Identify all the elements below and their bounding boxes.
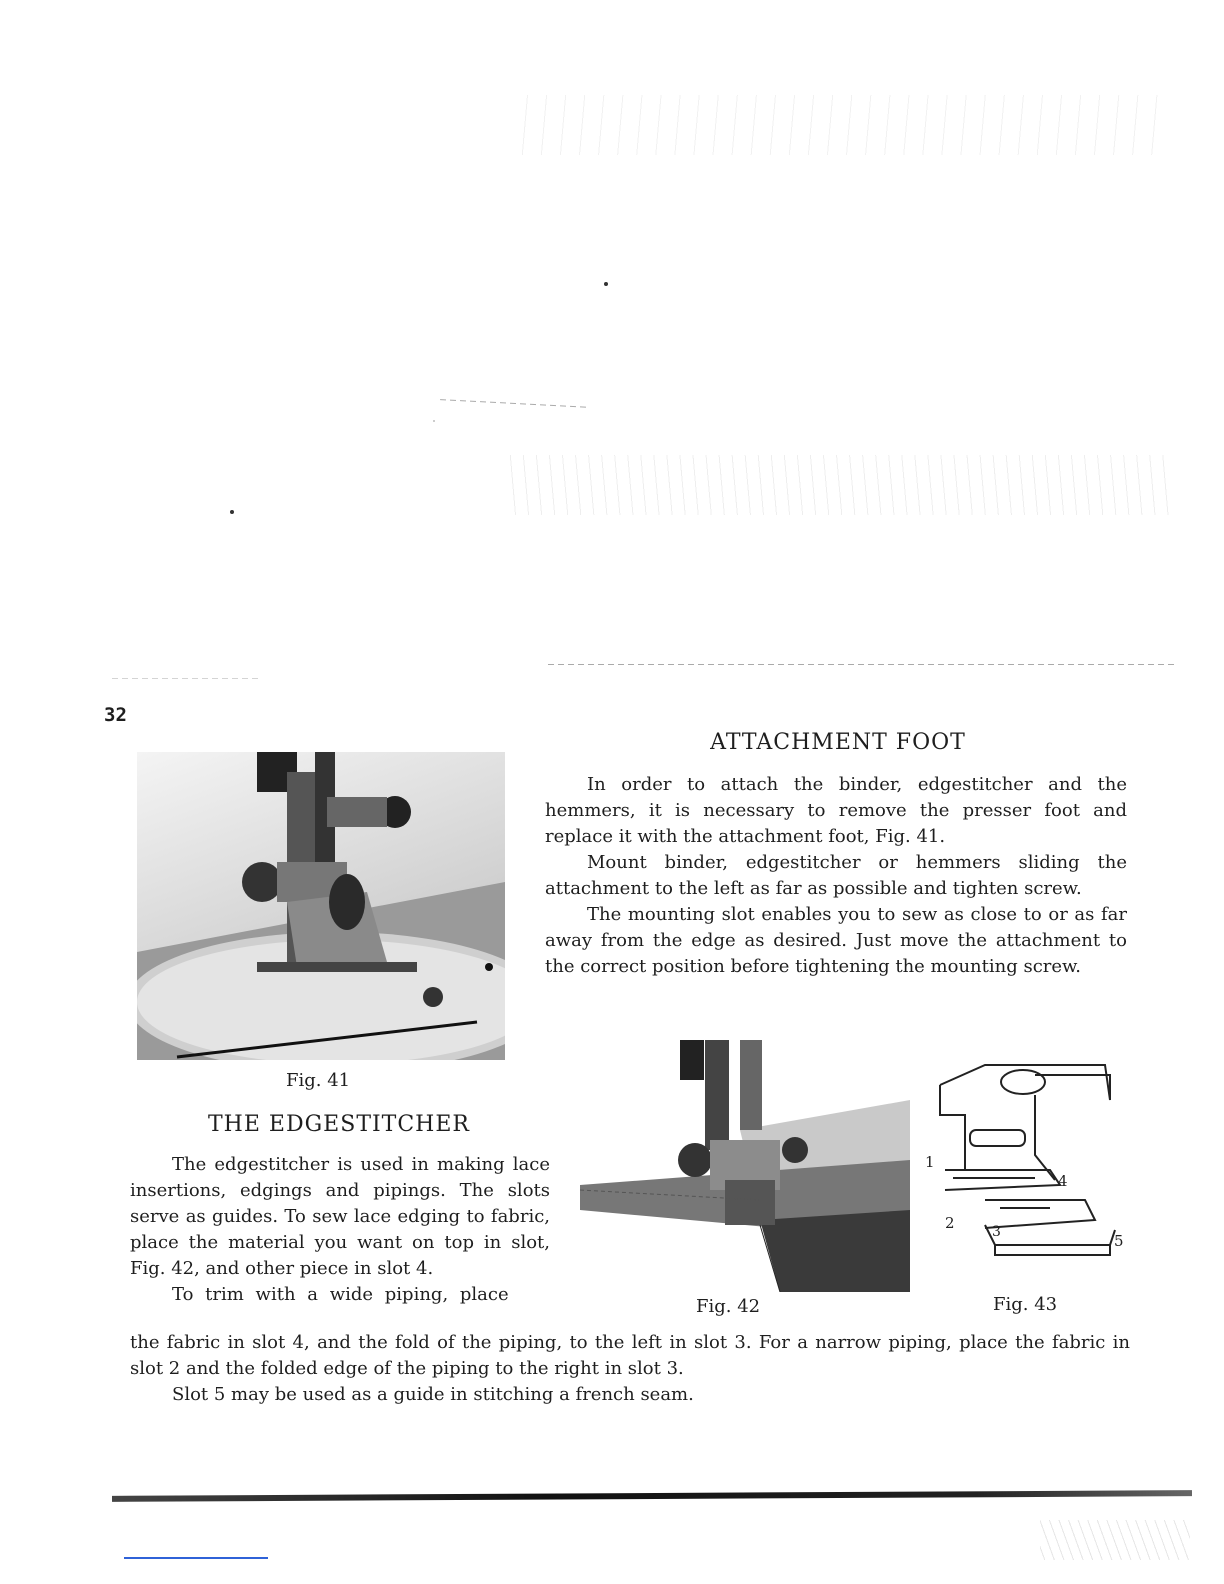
slot-4-label: 4 xyxy=(1058,1172,1068,1190)
scan-speck xyxy=(433,420,435,422)
edgestitcher-continuation xyxy=(130,1330,1130,1408)
attachment-foot-paragraph: Mount binder, edgestitcher or hemmers sliding the attachment to the left as far as possible and tighten screw. xyxy=(545,852,1127,899)
faint-rule xyxy=(440,399,590,408)
bleed-through-texture xyxy=(520,95,1160,155)
fig43-diagram xyxy=(925,1060,1130,1285)
scan-speck xyxy=(604,282,608,286)
attachment-foot-text xyxy=(545,772,1127,980)
edgestitcher-title: THE EDGESTITCHER xyxy=(208,1112,470,1137)
edgestitcher-paragraph: Slot 5 may be used as a guide in stitching a french seam. xyxy=(172,1384,694,1405)
fig42-photo xyxy=(580,1040,910,1292)
edgestitcher-paragraph: the fabric in slot 4, and the fold of the piping, to the left in slot 3. For a narrow piping, place the fabric in slot 2 and the folded edge of the piping to the right in slot 3. xyxy=(130,1332,1130,1379)
fig42-illustration xyxy=(580,1040,910,1292)
page-number: 32 xyxy=(104,704,127,726)
fig42-caption: Fig. 42 xyxy=(696,1296,761,1317)
edgestitcher-paragraph: To trim with a wide piping, place xyxy=(172,1284,509,1305)
edgestitcher-paragraph: The edgestitcher is used in making lace insertions, edgings and pipings. The slots serve as guides. To sew lace edging to fabric, place the material you want on top in slot, Fig. 42, and other piece in slot 4. xyxy=(130,1154,550,1279)
bottom-rule xyxy=(112,1490,1192,1502)
edgestitcher-intro xyxy=(130,1152,550,1308)
fig41-photo xyxy=(137,752,505,1060)
slot-3-label: 3 xyxy=(992,1224,1001,1240)
bleed-through-texture xyxy=(510,455,1170,515)
blue-underline xyxy=(124,1557,268,1559)
attachment-foot-title: ATTACHMENT FOOT xyxy=(710,730,966,755)
slot-1-label: 1 xyxy=(925,1153,935,1171)
fig41-caption: Fig. 41 xyxy=(286,1070,351,1091)
scan-smudge xyxy=(1040,1520,1190,1560)
fig41-illustration xyxy=(137,752,505,1060)
attachment-foot-paragraph: In order to attach the binder, edgestitcher and the hemmers, it is necessary to remove the presser foot and replace it with the attachment foot, Fig. 41. xyxy=(545,774,1127,847)
scan-speck xyxy=(230,510,234,514)
fig43-caption: Fig. 43 xyxy=(993,1294,1058,1315)
faint-rule xyxy=(548,664,1176,665)
slot-5-label: 5 xyxy=(1114,1232,1124,1250)
faint-rule xyxy=(112,678,262,679)
attachment-foot-paragraph: The mounting slot enables you to sew as close to or as far away from the edge as desired. Just move the attachment to the correct position before tightening the mounting screw. xyxy=(545,904,1127,977)
slot-2-label: 2 xyxy=(945,1214,955,1232)
